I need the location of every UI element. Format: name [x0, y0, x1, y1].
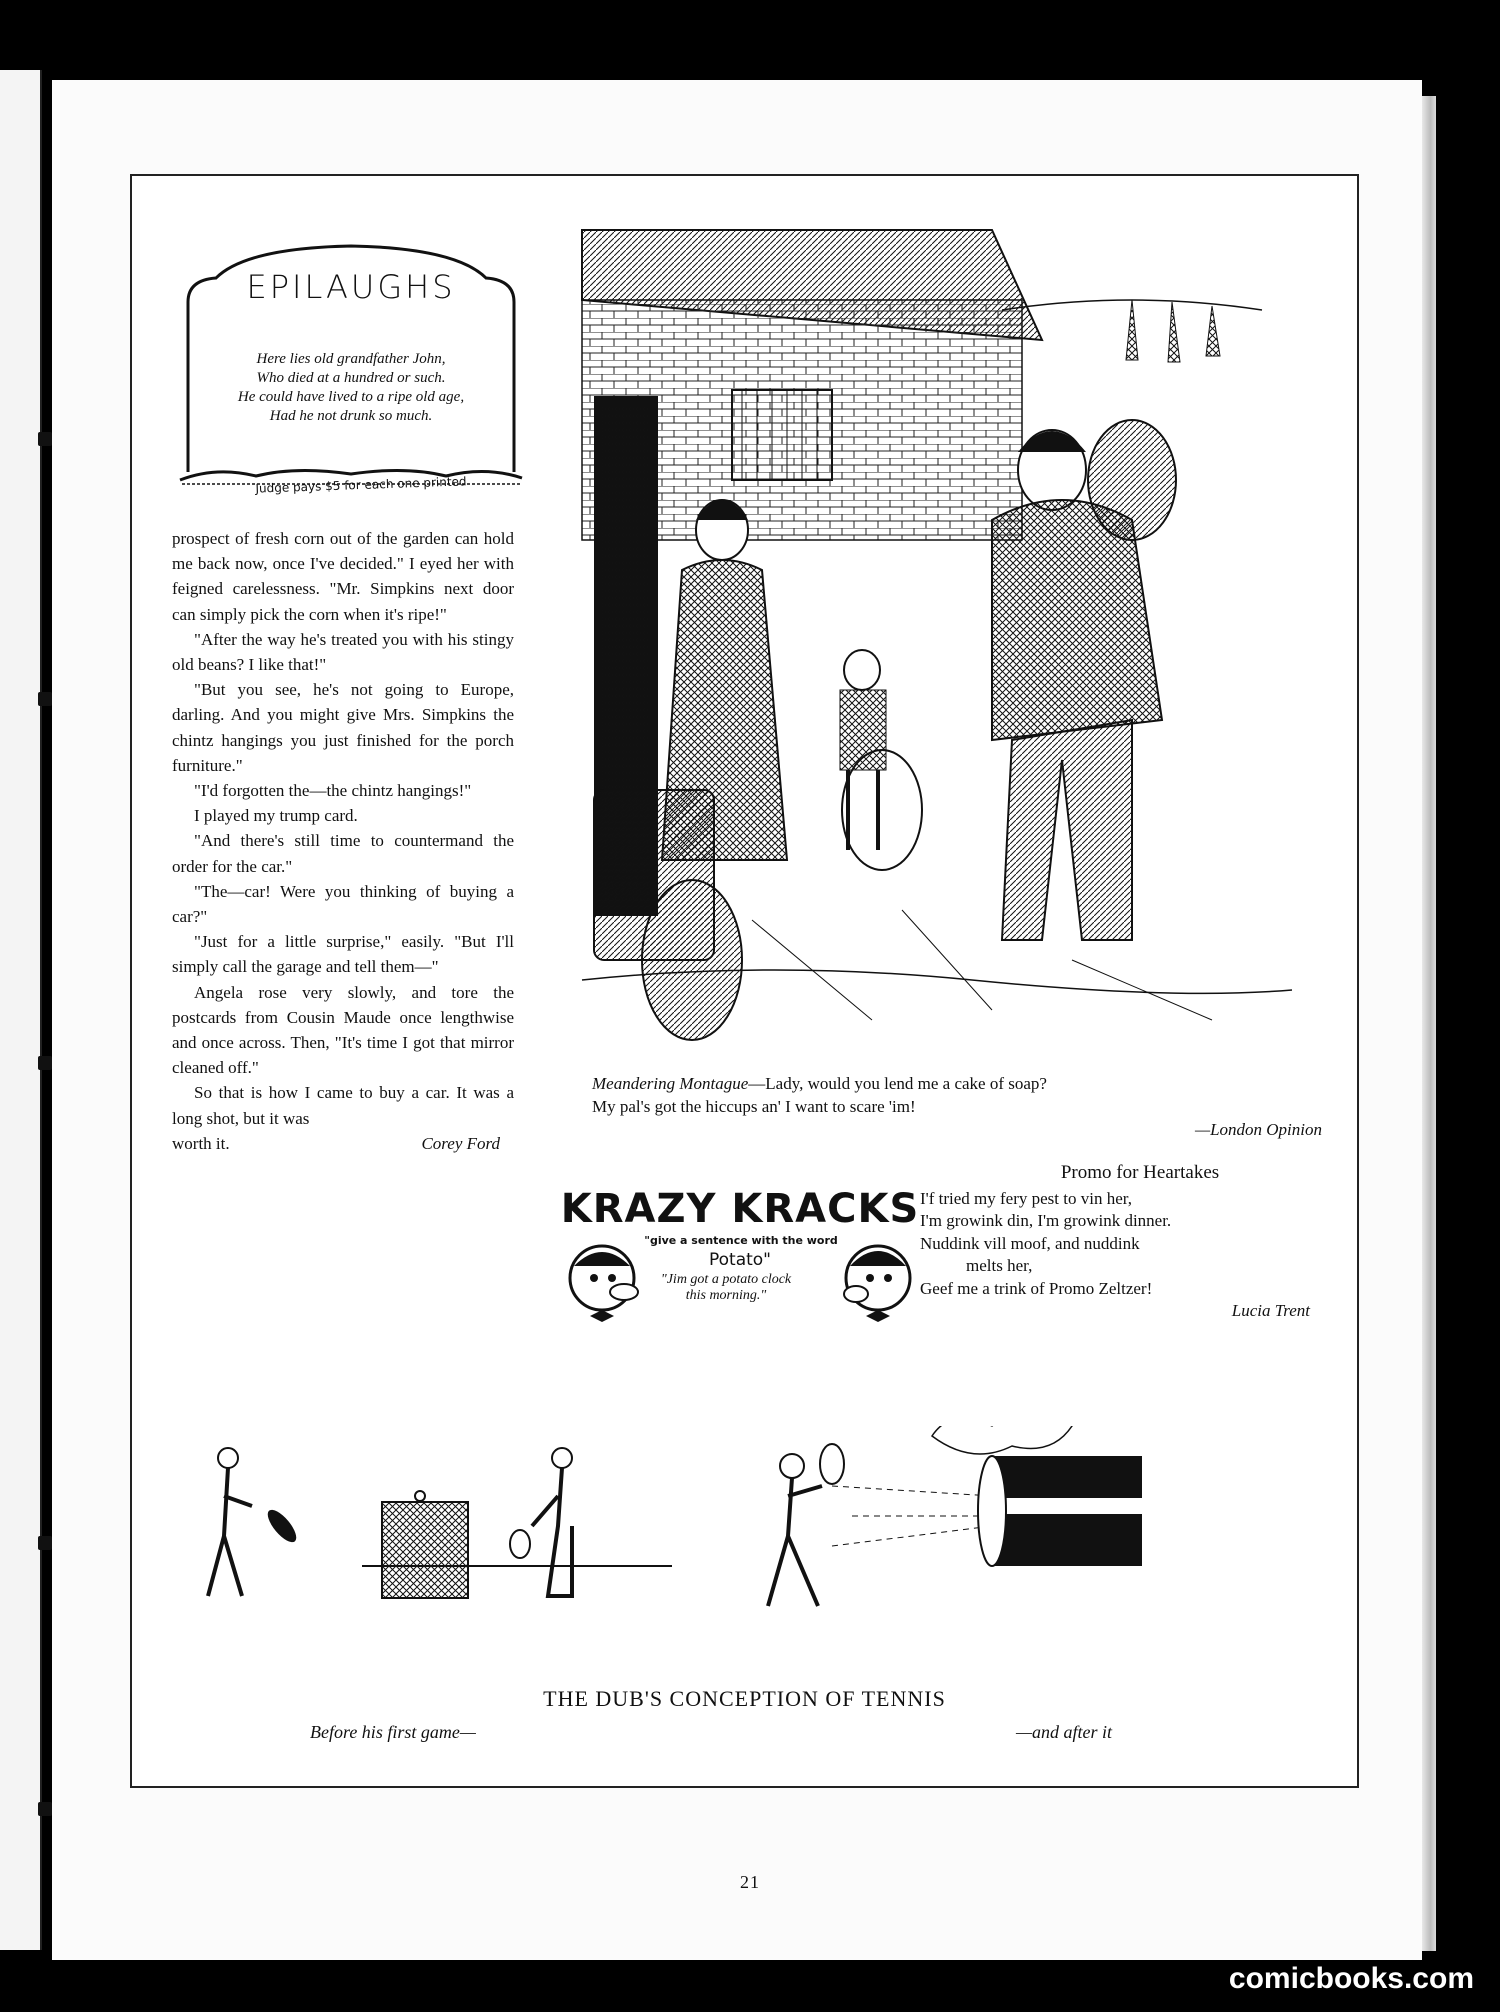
poem-line: Geef me a trink of Promo Zeltzer!: [920, 1278, 1153, 1298]
poem-line: I'f tried my fery pest to vin her,: [920, 1188, 1132, 1208]
caption-speaker: Meandering Montague: [592, 1074, 749, 1093]
story-paragraph: "And there's still time to countermand the order for the car.": [172, 831, 514, 876]
cartoon-caption: [592, 1072, 1362, 1141]
binding-stitch: [38, 692, 52, 706]
caption-speech: —Lady, would you lend me a cake of soap?: [748, 1074, 1047, 1093]
verse-line: Who died at a hundred or such.: [256, 370, 446, 386]
story-paragraph: "Just for a little surprise," easily. "But I'll simply call the garage and tell them—": [172, 932, 514, 977]
tennis-after-caption: —and after it: [1016, 1722, 1113, 1742]
facing-page-edge: [0, 70, 42, 1950]
tennis-illustration: [172, 1426, 1322, 1676]
poem-line: I'm growink din, I'm growink dinner.: [920, 1211, 1172, 1230]
caption-line-2: My pal's got the hiccups an' I want to scare 'im!: [592, 1097, 916, 1116]
binding-stitch: [38, 432, 52, 446]
story-paragraph: So that is how I came to buy a car. It was a long shot, but it was: [172, 1083, 514, 1128]
site-watermark: comicbooks.com: [1228, 1962, 1474, 1995]
story-column: [172, 526, 514, 1156]
verse-line: Had he not drunk so much.: [269, 408, 433, 424]
poem-line: melts her,: [966, 1256, 1033, 1275]
krazy-kracks-panel: [560, 1186, 920, 1336]
caption-source: —London Opinion: [1194, 1120, 1322, 1139]
epilaughs-footer: Judge pays $5 for each one printed: [255, 474, 467, 496]
binding-stitch: [38, 1056, 52, 1070]
epilaughs-tombstone: [176, 240, 526, 510]
krazy-kracks-word: Potato": [708, 1250, 771, 1270]
story-paragraph: Angela rose very slowly, and tore the postcards from Cousin Maude once lengthwise and once across. Then, "It's time I got that mirror cleaned off.": [172, 982, 514, 1078]
content-frame: [130, 174, 1359, 1788]
verse-line: He could have lived to a ripe old age,: [237, 389, 465, 405]
promo-author: Lucia Trent: [1231, 1301, 1310, 1320]
binding-stitch: [38, 1802, 52, 1816]
promo-title: Promo for Heartakes: [1060, 1162, 1220, 1183]
story-paragraph: "After the way he's treated you with his stingy old beans? I like that!": [172, 629, 514, 675]
story-paragraph: "I'd forgotten the—the chintz hangings!": [194, 781, 472, 801]
story-last-line: worth it.: [172, 1133, 230, 1153]
poem-line: Nuddink vill moof, and nuddink: [920, 1233, 1140, 1253]
krazy-kracks-title: KRAZY KRACKS: [560, 1186, 920, 1232]
cartoon-illustration: [572, 220, 1300, 1058]
tennis-title: THE DUB'S CONCEPTION OF TENNIS: [543, 1686, 946, 1711]
epilaughs-verse: [206, 350, 496, 426]
krazy-kracks-answer: "Jim got a potato clock this morning.": [660, 1272, 792, 1303]
promo-poem: [920, 1162, 1320, 1323]
story-author: Corey Ford: [421, 1133, 500, 1153]
story-paragraph: "But you see, he's not going to Europe, darling. And you might give Mrs. Simpkins the chintz hangings you just finished for the porch furniture.": [172, 680, 514, 775]
tennis-before-caption: Before his first game—: [310, 1722, 476, 1742]
verse-line: Here lies old grandfather John,: [256, 351, 446, 367]
epilaughs-title: EPILAUGHS: [246, 268, 456, 306]
story-signoff: [172, 1131, 514, 1156]
caption-line-1: [592, 1072, 1362, 1095]
krazy-kracks-subtitle: "give a sentence with the word: [644, 1234, 838, 1247]
binding-stitch: [38, 1536, 52, 1550]
story-paragraph: I played my trump card.: [194, 806, 358, 826]
page-stack-edge: [1422, 96, 1436, 1951]
story-paragraph: "The—car! Were you thinking of buying a car?": [172, 881, 514, 927]
page-number: 21: [740, 1872, 760, 1892]
story-paragraph: prospect of fresh corn out of the garden can hold me back now, once I've decided." I eyed her with feigned carelessness. "Mr. Simpkins next door can simply pick the corn when it's ripe!": [172, 529, 514, 624]
